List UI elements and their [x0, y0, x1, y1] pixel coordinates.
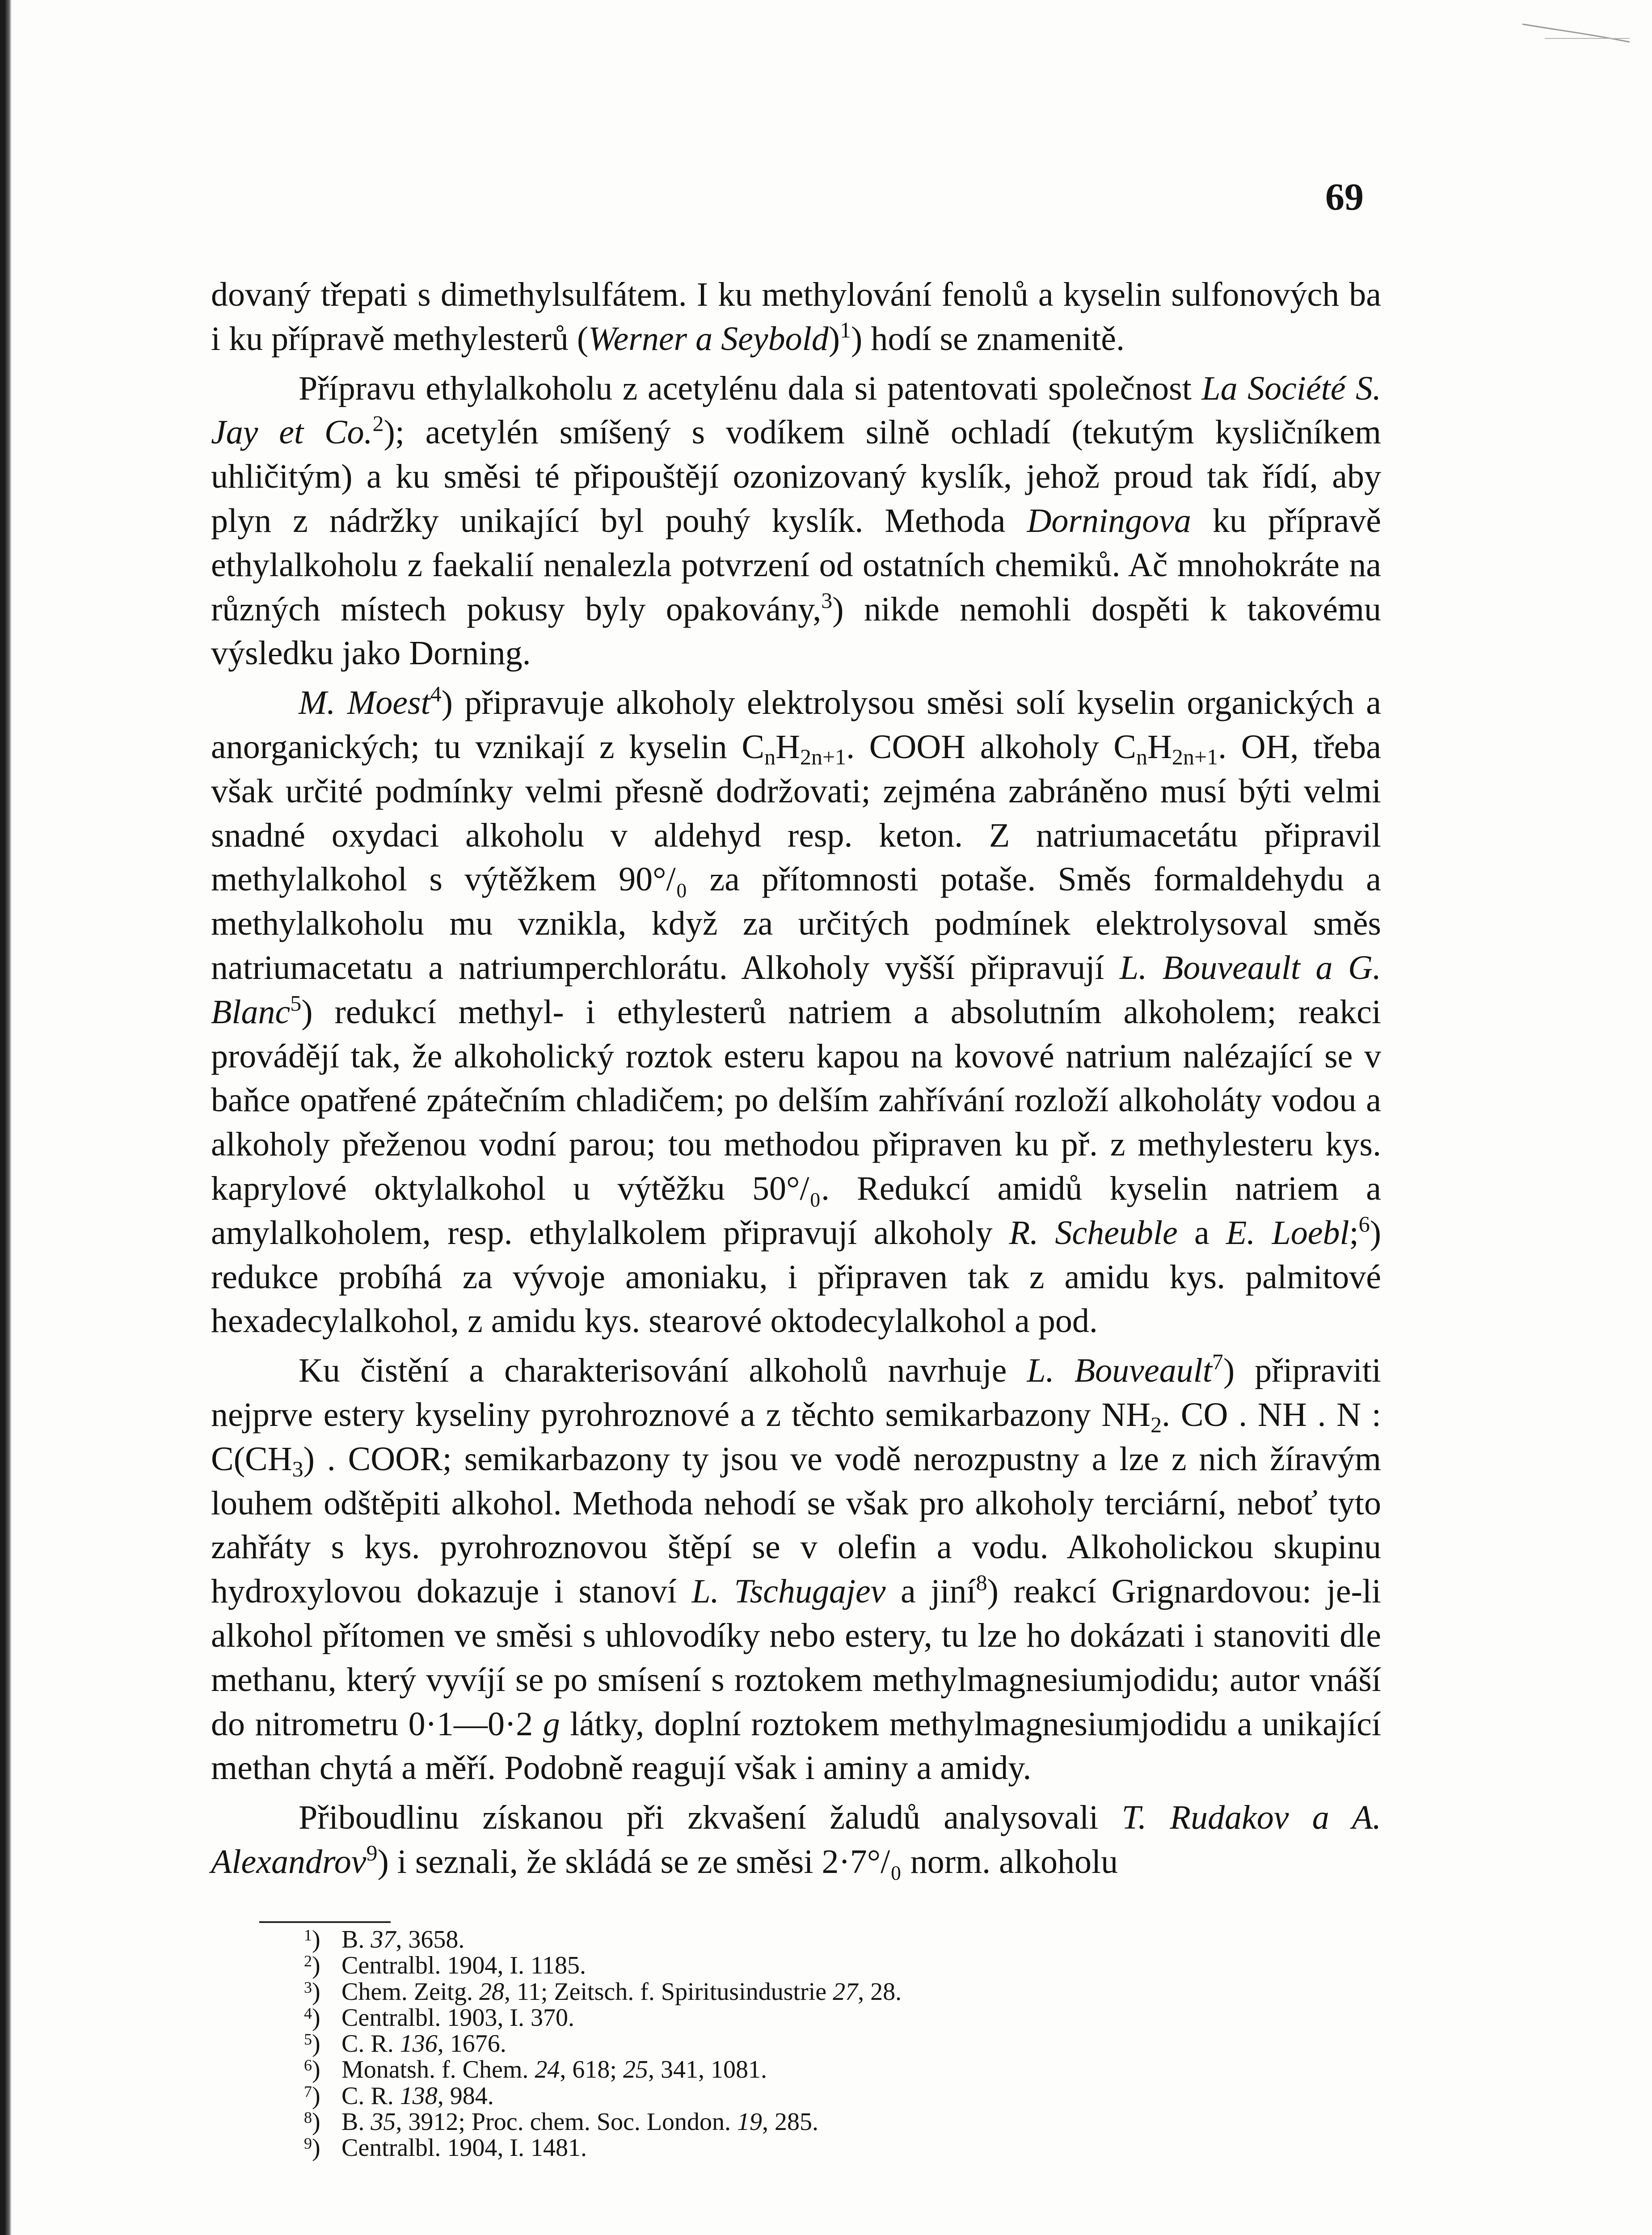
footnote-reference: 7	[1212, 1349, 1223, 1375]
footnote-separator	[259, 1921, 391, 1923]
italic-text: 136	[400, 2030, 438, 2058]
text-run: ) i seznali, že skládá se ze směsi 2·7°/₀ norm. alkoholu	[377, 1843, 1118, 1881]
paragraph	[211, 1349, 1381, 1790]
footnotes	[304, 1927, 1332, 2161]
footnote-mark: $^5$)	[304, 2030, 320, 2058]
footnote-text	[341, 1952, 586, 1978]
footnote-number: 6	[304, 2056, 312, 2075]
footnote-mark: $^8$)	[304, 2108, 320, 2136]
text-run: Ku čistění a charakterisování alkoholů navrhuje	[299, 1352, 1027, 1390]
text-run: ); acetylén smíšený s vodíkem silně ochladí (tekutým kysličníkem uhličitým) a ku směsi té připouštějí ozonizovaný kyslík, jehož proud tak řídí, aby plyn z nádržky unikající byl pouhý kyslík. Methoda	[211, 413, 1381, 540]
footnote-number: 4	[304, 2004, 312, 2022]
text-run: Přípravu ethylalkoholu z acetylénu dala si patentovati společnost	[299, 369, 1202, 407]
footnote-text	[341, 1927, 464, 1952]
text-run: H	[1147, 728, 1172, 766]
paragraph	[211, 273, 1381, 361]
footnote-text	[341, 2083, 494, 2109]
text-run: látky, doplní roztokem methylmagnesiumjodidu a unikající methan chytá a měří. Podobně reagují však i aminy a amidy.	[211, 1705, 1381, 1787]
italic-text: R. Scheuble	[1009, 1214, 1178, 1252]
text-run: Centralbl. 1904, I. 1185.	[341, 1952, 586, 1980]
text-run: )	[828, 320, 840, 358]
italic-text: M. Moest	[299, 684, 430, 722]
subscript: 3	[292, 1456, 303, 1481]
footnote-mark: $^6$)	[304, 2056, 320, 2084]
footnote-number: 9	[304, 2134, 312, 2153]
text-run: ) redukcí methyl- i ethylesterů natriem a absolutním alkoholem; reakci provádějí tak, že alkoholický roztok esteru kapou na kovové natrium nalézající se v baňce opatřené zpátečním chladičem; po delším zahřívání rozloží alkoholáty vodou a alkoholy přeženou vodní parou; tou methodou připraven ku př. z methylesteru kys. kaprylové oktylalkohol u výtěžku 50°/₀. Redukcí amidů kyselin natriem a amylalkoholem, resp. ethylalkolem připravují alkoholy	[211, 993, 1381, 1252]
footnote	[304, 1927, 1332, 1952]
subscript: n	[764, 744, 776, 769]
italic-text: E. Loebl	[1226, 1214, 1349, 1252]
text-run: H	[775, 728, 800, 766]
footnote	[304, 1979, 1332, 2005]
footnote-mark: $^9$)	[304, 2134, 320, 2162]
text-run: . OH, třeba však určité podmínky velmi přesně dodržovati; zejména zabráněno musí býti velmi snadné oxydaci alkoholu v aldehyd resp. keton. Z natriumacetátu připravil methylalkohol s výtěžkem 90°/₀ za přítomnosti potaše. Směs formaldehydu a methylalkoholu mu vznikla, když za určitých podmínek elektrolysoval směs natriumacetatu a natriumperchlorátu. Alkoholy vyšší připravují	[211, 728, 1381, 987]
text-run: ;	[1349, 1214, 1359, 1252]
text-run: ) připraviti nejprve estery kyseliny pyrohroznové a z těchto semikarbazony NH	[211, 1352, 1381, 1434]
footnote-reference: 3	[821, 587, 833, 613]
text-run: . CO . NH . N : C(CH	[211, 1396, 1381, 1478]
paragraph	[211, 1796, 1381, 1884]
scan-corner-mark	[1518, 16, 1634, 47]
text-run: B.	[341, 1926, 371, 1953]
text-run: C. R.	[341, 2030, 400, 2058]
text-run: B.	[341, 2108, 371, 2136]
text-run: Monatsh. f. Chem.	[341, 2056, 535, 2084]
footnote-reference: 2	[372, 411, 384, 436]
text-run: , 618;	[560, 2056, 623, 2084]
text-run: , 3912; Proc. chem. Soc. London.	[396, 2108, 738, 2136]
italic-text: 19	[737, 2108, 763, 2136]
footnote-mark: $^3$)	[304, 1978, 320, 2006]
scan-binding-edge	[0, 0, 12, 2235]
footnote-mark: $^4$)	[304, 2003, 320, 2032]
footnote-mark: $^2$)	[304, 1952, 320, 1980]
text-run: . COOH alkoholy C	[846, 728, 1137, 766]
text-run: a	[1177, 1214, 1226, 1252]
text-run: a jiní	[885, 1573, 976, 1611]
footnote-mark: $^7$)	[304, 2082, 320, 2110]
footnote-number: 5	[304, 2030, 312, 2049]
paragraph	[211, 681, 1381, 1343]
footnote-reference: 5	[290, 990, 302, 1016]
footnote-mark: $^1$)	[304, 1926, 320, 1953]
subscript: n	[1136, 744, 1148, 769]
italic-text: Werner a Seybold	[588, 320, 829, 358]
footnote-text	[341, 2135, 587, 2161]
footnote-number: 1	[304, 1926, 312, 1944]
footnote-text	[341, 2057, 767, 2083]
italic-text: g	[543, 1705, 560, 1743]
text-run: ) hodí se znamenitě.	[851, 320, 1125, 358]
italic-text: T. Rudakov a A. Alexandrov	[211, 1799, 1381, 1881]
footnote-text	[341, 1979, 902, 2005]
italic-text: 138	[400, 2082, 438, 2110]
footnote-number: 8	[304, 2108, 312, 2127]
footnote-number: 3	[304, 1978, 312, 1996]
subscript: 2n+1	[800, 744, 847, 769]
footnote-reference: 9	[366, 1840, 378, 1865]
footnote	[304, 2005, 1332, 2031]
text-run: Centralbl. 1904, I. 1481.	[341, 2134, 587, 2162]
footnote	[304, 2135, 1332, 2161]
footnote-reference: 4	[430, 681, 442, 707]
footnote	[304, 2031, 1332, 2057]
text-run: , 285.	[762, 2108, 819, 2136]
footnote-number: 7	[304, 2082, 312, 2100]
text-run: C. R.	[341, 2082, 400, 2110]
footnote	[304, 2057, 1332, 2083]
footnote	[304, 1952, 1332, 1978]
footnote-text	[341, 2109, 818, 2135]
text-run: Chem. Zeitg.	[341, 1978, 479, 2006]
text-run: ) připravuje alkoholy elektrolysou směsi solí kyselin organických a anorganických; tu vznikají z kyselin C	[211, 684, 1381, 766]
italic-text: L. Tschugajev	[691, 1573, 886, 1611]
text-run: , 984.	[437, 2082, 494, 2110]
footnote-text	[341, 2005, 574, 2031]
italic-text: La Société S. Jay et Co.	[211, 369, 1382, 451]
footnote-reference: 8	[976, 1570, 987, 1595]
footnote-text	[341, 2031, 506, 2057]
text-run: , 28.	[858, 1978, 902, 2006]
footnote-reference: 1	[840, 317, 851, 342]
footnote	[304, 2083, 1332, 2109]
text-run: ) redukce probíhá za vývoje amoniaku, i připraven tak z amidu kys. palmitové hexadecylalkohol, z amidu kys. stearové oktodecylalkohol a pod.	[211, 1214, 1382, 1340]
text-run: , 341, 1081.	[648, 2056, 767, 2084]
page-number: 69	[1325, 175, 1364, 218]
subscript: 2n+1	[1172, 744, 1218, 769]
paragraph	[211, 367, 1381, 676]
text-run: ) nikde nemohli dospěti k takovému výsledku jako Dorning.	[211, 590, 1382, 672]
text-run: , 11; Zeitsch. f. Spiritusindustrie	[504, 1978, 833, 2006]
italic-text: Dorningova	[1027, 502, 1191, 540]
italic-text: 37	[371, 1926, 396, 1953]
italic-text: L. Bouveault	[1027, 1352, 1212, 1390]
body-text	[211, 273, 1381, 1889]
footnote-number: 2	[304, 1952, 312, 1970]
italic-text: L. Bouveault a G. Blanc	[211, 949, 1381, 1031]
subscript: 2	[1150, 1412, 1162, 1437]
text-run: Přiboudlinu získanou při zkvašení žaludů analysovali	[299, 1799, 1122, 1837]
text-run: Centralbl. 1903, I. 370.	[341, 2003, 575, 2032]
text-run: ku přípravě ethylalkoholu z faekalií nenalezla potvrzení od ostatních chemiků. Ač mnohokráte na různých místech pokusy byly opakovány,	[211, 502, 1381, 628]
footnote-reference: 6	[1358, 1211, 1370, 1236]
italic-text: 35	[371, 2108, 396, 2136]
italic-text: 24	[535, 2056, 560, 2084]
text-run: ) reakcí Grignardovou: je-li alkohol přítomen ve směsi s uhlovodíky nebo estery, tu lze ho dokázati i stanoviti dle methanu, který vyvíjí se po smísení s roztokem methylmagnesiumjodidu; autor vnáší do nitrometru 0·1—0·2	[211, 1573, 1382, 1743]
footnote	[304, 2109, 1332, 2135]
text-run: dovaný třepati s dimethylsulfátem. I ku methylování fenolů a kyselin sulfonových ba i ku přípravě methylesterů (	[211, 276, 1381, 358]
text-run: , 1676.	[437, 2030, 506, 2058]
text-run: , 3658.	[396, 1926, 465, 1953]
text-run: ) . COOR; semikarbazony ty jsou ve vodě nerozpustny a lze z nich žíravým louhem odštěpiti alkohol. Methoda nehodí se však pro alkoholy terciární, neboť tyto zahřáty s kys. pyrohroznovou štěpí se v olefin a vodu. Alkoholickou skupinu hydroxylovou dokazuje i stanoví	[211, 1440, 1381, 1611]
italic-text: 25	[623, 2056, 648, 2084]
italic-text: 28	[479, 1978, 504, 2006]
italic-text: 27	[833, 1978, 858, 2006]
